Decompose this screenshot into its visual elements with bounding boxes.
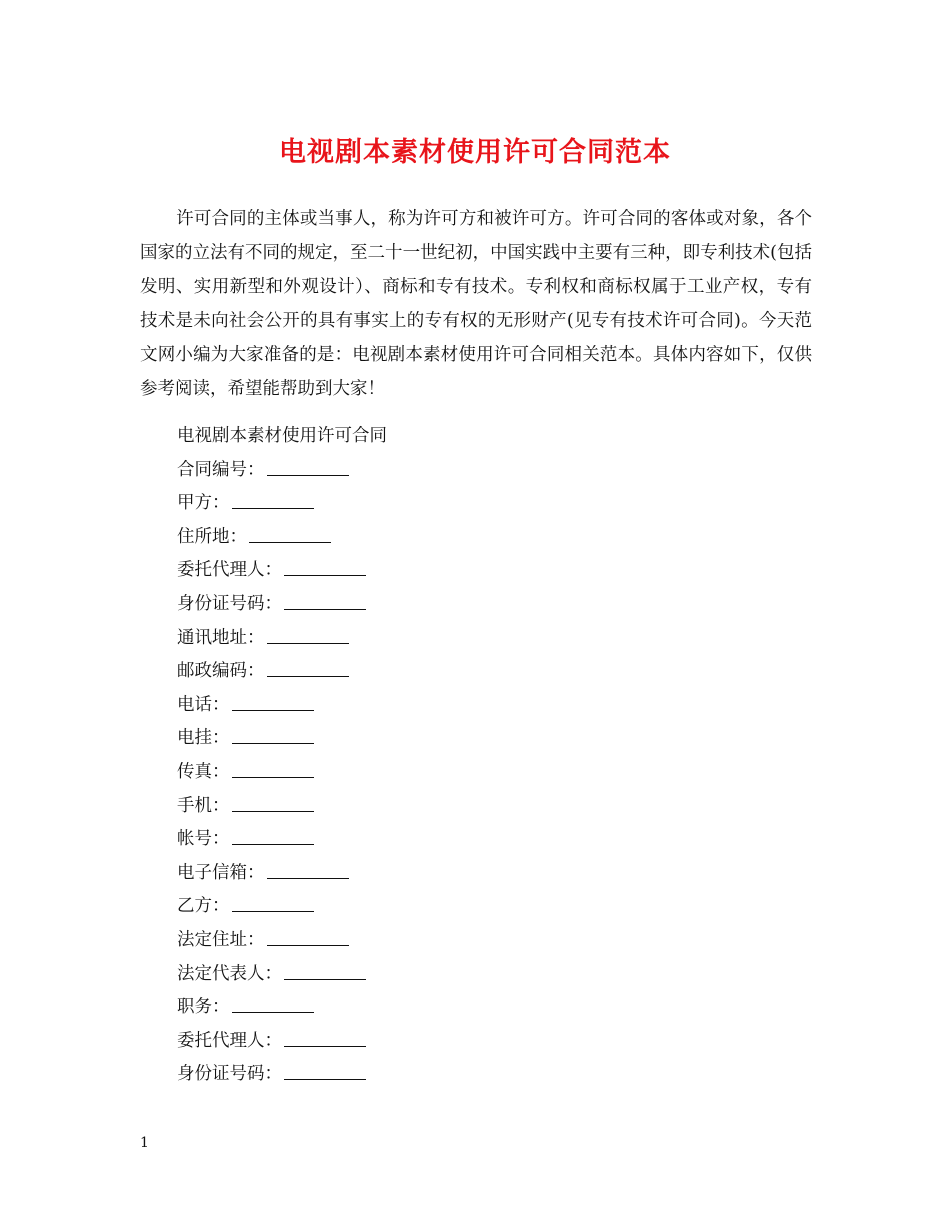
field-label: 电话： <box>177 694 230 715</box>
blank-line <box>284 574 366 576</box>
field-position <box>177 991 777 1025</box>
intro-paragraph <box>140 202 812 406</box>
field-label: 电子信箱： <box>177 862 265 883</box>
field-contract-number <box>177 454 777 488</box>
contract-heading: 电视剧本素材使用许可合同 <box>177 426 387 446</box>
blank-line <box>267 675 349 677</box>
blank-line <box>267 474 349 476</box>
field-email <box>177 857 777 891</box>
field-postal-code <box>177 655 777 689</box>
field-label: 法定住址： <box>177 929 265 950</box>
field-legal-representative <box>177 958 777 992</box>
field-label: 通讯地址： <box>177 627 265 648</box>
field-label: 邮政编码： <box>177 661 265 682</box>
field-residence <box>177 521 777 555</box>
field-label: 住所地： <box>177 526 247 547</box>
field-label: 委托代理人： <box>177 560 282 581</box>
blank-line <box>249 541 331 543</box>
field-label: 委托代理人： <box>177 1030 282 1051</box>
blank-line <box>232 776 314 778</box>
blank-line <box>267 877 349 879</box>
field-party-b <box>177 890 777 924</box>
contract-field-list <box>177 420 777 1092</box>
field-label: 职务： <box>177 997 230 1018</box>
blank-line <box>284 1078 366 1080</box>
field-label: 电挂： <box>177 728 230 749</box>
field-label: 甲方： <box>177 493 230 514</box>
field-mobile <box>177 790 777 824</box>
field-account <box>177 823 777 857</box>
blank-line <box>267 642 349 644</box>
field-phone <box>177 689 777 723</box>
document-title: 电视剧本素材使用许可合同范本 <box>279 137 671 168</box>
field-fax <box>177 756 777 790</box>
field-label: 法定代表人： <box>177 963 282 984</box>
field-telegraph <box>177 722 777 756</box>
blank-line <box>232 709 314 711</box>
field-label: 帐号： <box>177 829 230 850</box>
blank-line <box>232 843 314 845</box>
field-label: 乙方： <box>177 896 230 917</box>
field-label: 手机： <box>177 795 230 816</box>
field-mailing-address <box>177 622 777 656</box>
field-id-number-b <box>177 1058 777 1092</box>
field-label: 合同编号： <box>177 459 265 480</box>
field-label: 传真： <box>177 761 230 782</box>
field-label: 身份证号码： <box>177 593 282 614</box>
blank-line <box>267 944 349 946</box>
blank-line <box>232 910 314 912</box>
intro-text: 许可合同的主体或当事人，称为许可方和被许可方。许可合同的客体或对象，各个国家的立法有不同的规定，至二十一世纪初，中国实践中主要有三种，即专利技术(包括发明、实用新型和外观设计）、商标和专有技术。专利权和商标权属于工业产权，专有技术是未向社会公开的具有事实上的专有权的无形财产(见专有技术许可合同)。今天范文网小编为大家准备的是：电视剧本素材使用许可合同相关范本。具体内容如下，仅供参考阅读，希望能帮助到大家！ <box>140 209 812 399</box>
blank-line <box>232 1011 314 1013</box>
page-number: 1 <box>140 1135 149 1151</box>
field-party-a <box>177 487 777 521</box>
field-agent-b <box>177 1025 777 1059</box>
blank-line <box>284 608 366 610</box>
field-label: 身份证号码： <box>177 1064 282 1085</box>
blank-line <box>232 742 314 744</box>
field-agent <box>177 554 777 588</box>
blank-line <box>284 978 366 980</box>
blank-line <box>232 507 314 509</box>
field-id-number <box>177 588 777 622</box>
field-legal-address <box>177 924 777 958</box>
blank-line <box>232 810 314 812</box>
blank-line <box>284 1045 366 1047</box>
